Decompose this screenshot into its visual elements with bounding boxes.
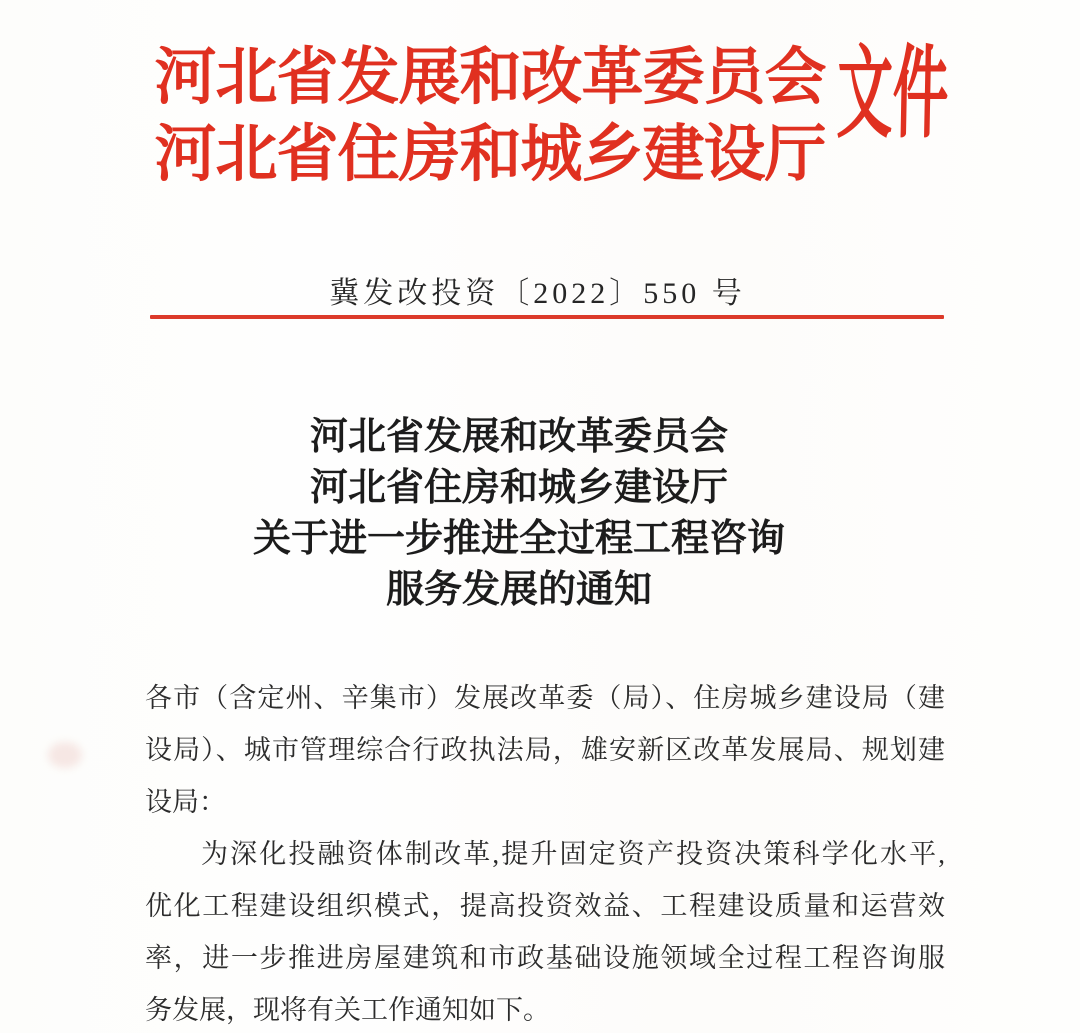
letterhead-doc-type-label: 文件: [835, 37, 950, 151]
letterhead-agency-line-1: 河北省发展和改革委员会: [154, 44, 826, 112]
document-title-line-1: 河北省发展和改革委员会: [309, 416, 728, 458]
body-paragraph1-line-2: 设局）、城市管理综合行政执法局，雄安新区改革发展局、规划建: [145, 735, 945, 765]
document-title-line-4: 服务发展的通知: [385, 569, 652, 611]
document-title-line-3: 关于进一步推进全过程工程咨询: [252, 518, 785, 560]
body-paragraph1-line-3: 设局：: [145, 787, 226, 817]
document-title-line-2: 河北省住房和城乡建设厅: [309, 467, 728, 509]
body-paragraph2-line-3: 率，进一步推进房屋建筑和市政基础设施领域全过程工程咨询服: [145, 943, 945, 973]
document-body: [145, 672, 945, 1033]
document-reference-number: 冀发改投资〔2022〕550 号: [329, 277, 746, 310]
letterhead-agency-line-2: 河北省住房和城乡建设厅: [154, 121, 826, 189]
body-paragraph1-line-1: 各市（含定州、辛集市）发展改革委（局）、住房城乡建设局（建: [145, 683, 945, 713]
letterhead-agencies: [140, 40, 840, 194]
body-paragraph2-line-1: 为深化投融资体制改革,提升固定资产投资决策科学化水平,: [201, 839, 945, 869]
red-separator-rule: [150, 315, 944, 319]
body-paragraph2-line-2: 优化工程建设组织模式，提高投资效益、工程建设质量和运营效: [145, 891, 945, 921]
body-paragraph2-line-4: 务发展，现将有关工作通知如下。: [145, 995, 550, 1025]
scan-smudge-artifact: [48, 742, 82, 768]
document-title: [139, 412, 899, 616]
